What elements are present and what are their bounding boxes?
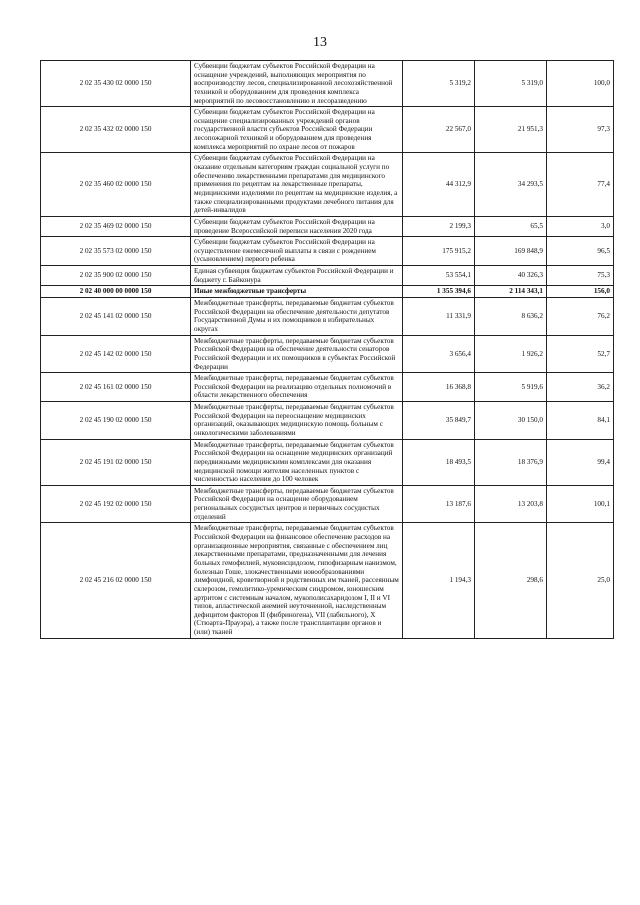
budget-code-cell: 2 02 35 430 02 0000 150 xyxy=(41,61,191,107)
budget-code-cell: 2 02 35 573 02 0000 150 xyxy=(41,237,191,266)
description-cell: Межбюджетные трансферты, передаваемые бюджетам субъектов Российской Федерации на финансовое обеспечение расходов на организационные мероприятия, связанные с обеспечением лиц лекарственными препаратами, предназначенными для лечения больных гемофилией, муковисцидозом, гипофизарным нанизмом, болезнью Гоше, злокачественными новообразованиями лимфоидной, кроветворной и родственных им тканей, рассеянным склерозом, гемолитико-уремическим синдромом, юношеским артритом с системным началом, мукополисахаридозом I, II и VI типов, апластической анемией неуточненной, наследственным дефицитом факторов II (фибриногена), VII (лабильного), X (Стюарта-Прауэра), а также после трансплантации органов и (или) тканей xyxy=(191,523,403,638)
table-row xyxy=(41,402,614,440)
budget-code-cell: 2 02 45 141 02 0000 150 xyxy=(41,298,191,336)
actual-amount-cell: 169 848,9 xyxy=(475,237,547,266)
plan-amount-cell: 18 493,5 xyxy=(403,439,475,485)
execution-percent-cell: 97,3 xyxy=(547,107,614,153)
description-cell: Субвенции бюджетам субъектов Российской Федерации на оснащение специализированных учреждений органов государственной власти субъектов Российской Федерации лесопожарной техникой и оборудованием для проведения комплекса мероприятий по охране лесов от пожаров xyxy=(191,107,403,153)
execution-percent-cell: 100,1 xyxy=(547,485,614,523)
table-row xyxy=(41,153,614,216)
description-cell: Иные межбюджетные трансферты xyxy=(191,286,403,298)
plan-amount-cell: 3 656,4 xyxy=(403,335,475,373)
table-row xyxy=(41,373,614,402)
execution-percent-cell: 75,3 xyxy=(547,266,614,286)
execution-percent-cell: 52,7 xyxy=(547,335,614,373)
execution-percent-cell: 84,1 xyxy=(547,402,614,440)
execution-percent-cell: 96,5 xyxy=(547,237,614,266)
plan-amount-cell: 44 312,9 xyxy=(403,153,475,216)
budget-code-cell: 2 02 45 142 02 0000 150 xyxy=(41,335,191,373)
budget-code-cell: 2 02 35 469 02 0000 150 xyxy=(41,216,191,236)
description-cell: Межбюджетные трансферты, передаваемые бюджетам субъектов Российской Федерации на обеспечение деятельности депутатов Государственной Думы и их помощников в избирательных округах xyxy=(191,298,403,336)
description-cell: Межбюджетные трансферты, передаваемые бюджетам субъектов Российской Федерации на обеспечение деятельности сенаторов Российской Федерации и их помощников в субъектах Российской Федерации xyxy=(191,335,403,373)
budget-code-cell: 2 02 45 190 02 0000 150 xyxy=(41,402,191,440)
execution-percent-cell: 25,0 xyxy=(547,523,614,638)
description-cell: Субвенции бюджетам субъектов Российской Федерации на осуществление ежемесячной выплаты в связи с рождением (усыновлением) первого ребенка xyxy=(191,237,403,266)
budget-code-cell: 2 02 45 192 02 0000 150 xyxy=(41,485,191,523)
budget-code-cell: 2 02 35 432 02 0000 150 xyxy=(41,107,191,153)
description-cell: Межбюджетные трансферты, передаваемые бюджетам субъектов Российской Федерации на оснащение медицинских организаций передвижными медицинскими комплексами для оказания медицинской помощи жителям населенных пунктов с численностью населения до 100 человек xyxy=(191,439,403,485)
plan-amount-cell: 175 915,2 xyxy=(403,237,475,266)
table-row xyxy=(41,237,614,266)
actual-amount-cell: 13 203,8 xyxy=(475,485,547,523)
table-row xyxy=(41,286,614,298)
table-row xyxy=(41,107,614,153)
actual-amount-cell: 5 319,0 xyxy=(475,61,547,107)
plan-amount-cell: 53 554,1 xyxy=(403,266,475,286)
plan-amount-cell: 1 355 394,6 xyxy=(403,286,475,298)
actual-amount-cell: 18 376,9 xyxy=(475,439,547,485)
table-row xyxy=(41,523,614,638)
description-cell: Субвенции бюджетам субъектов Российской Федерации на оснащение учреждений, выполняющих мероприятия по воспроизводству лесов, специализированной лесохозяйственной техникой и оборудованием для проведения комплекса мероприятий по лесовосстановлению и лесоразведению xyxy=(191,61,403,107)
actual-amount-cell: 21 951,3 xyxy=(475,107,547,153)
description-cell: Единая субвенция бюджетам субъектов Российской Федерации и бюджету г. Байконура xyxy=(191,266,403,286)
execution-percent-cell: 76,2 xyxy=(547,298,614,336)
table-row xyxy=(41,335,614,373)
plan-amount-cell: 16 368,8 xyxy=(403,373,475,402)
budget-code-cell: 2 02 35 460 02 0000 150 xyxy=(41,153,191,216)
table-row xyxy=(41,216,614,236)
table-row xyxy=(41,61,614,107)
actual-amount-cell: 298,6 xyxy=(475,523,547,638)
execution-percent-cell: 156,0 xyxy=(547,286,614,298)
budget-code-cell: 2 02 45 161 02 0000 150 xyxy=(41,373,191,402)
execution-percent-cell: 36,2 xyxy=(547,373,614,402)
actual-amount-cell: 8 636,2 xyxy=(475,298,547,336)
plan-amount-cell: 35 849,7 xyxy=(403,402,475,440)
plan-amount-cell: 13 187,6 xyxy=(403,485,475,523)
actual-amount-cell: 40 326,3 xyxy=(475,266,547,286)
execution-percent-cell: 100,0 xyxy=(547,61,614,107)
plan-amount-cell: 11 331,9 xyxy=(403,298,475,336)
actual-amount-cell: 34 293,5 xyxy=(475,153,547,216)
description-cell: Субвенции бюджетам субъектов Российской Федерации на оказание отдельным категориям граждан социальной услуги по обеспечению лекарственными препаратами для медицинского применения по рецептам на лекарственные препараты, медицинскими изделиями по рецептам на медицинские изделия, а также специализированными продуктами лечебного питания для детей-инвалидов xyxy=(191,153,403,216)
plan-amount-cell: 2 199,3 xyxy=(403,216,475,236)
actual-amount-cell: 2 114 343,1 xyxy=(475,286,547,298)
table-row xyxy=(41,298,614,336)
actual-amount-cell: 5 919,6 xyxy=(475,373,547,402)
description-cell: Межбюджетные трансферты, передаваемые бюджетам субъектов Российской Федерации на реализацию отдельных полномочий в области лекарственного обеспечения xyxy=(191,373,403,402)
budget-code-cell: 2 02 45 216 02 0000 150 xyxy=(41,523,191,638)
page-number: 13 xyxy=(313,35,327,50)
actual-amount-cell: 65,5 xyxy=(475,216,547,236)
plan-amount-cell: 1 194,3 xyxy=(403,523,475,638)
execution-percent-cell: 77,4 xyxy=(547,153,614,216)
plan-amount-cell: 5 319,2 xyxy=(403,61,475,107)
actual-amount-cell: 30 150,0 xyxy=(475,402,547,440)
description-cell: Субвенции бюджетам субъектов Российской Федерации на проведение Всероссийской переписи населения 2020 года xyxy=(191,216,403,236)
budget-table xyxy=(40,60,614,639)
execution-percent-cell: 3,0 xyxy=(547,216,614,236)
description-cell: Межбюджетные трансферты, передаваемые бюджетам субъектов Российской Федерации на переоснащение медицинских организаций, оказывающих медицинскую помощь больным с онкологическими заболеваниями xyxy=(191,402,403,440)
budget-code-cell: 2 02 40 000 00 0000 150 xyxy=(41,286,191,298)
budget-code-cell: 2 02 35 900 02 0000 150 xyxy=(41,266,191,286)
plan-amount-cell: 22 567,0 xyxy=(403,107,475,153)
execution-percent-cell: 99,4 xyxy=(547,439,614,485)
budget-code-cell: 2 02 45 191 02 0000 150 xyxy=(41,439,191,485)
table-row xyxy=(41,439,614,485)
table-body xyxy=(41,61,614,639)
table-row xyxy=(41,266,614,286)
description-cell: Межбюджетные трансферты, передаваемые бюджетам субъектов Российской Федерации на оснащение оборудованием региональных сосудистых центров и первичных сосудистых отделений xyxy=(191,485,403,523)
actual-amount-cell: 1 926,2 xyxy=(475,335,547,373)
table-row xyxy=(41,485,614,523)
